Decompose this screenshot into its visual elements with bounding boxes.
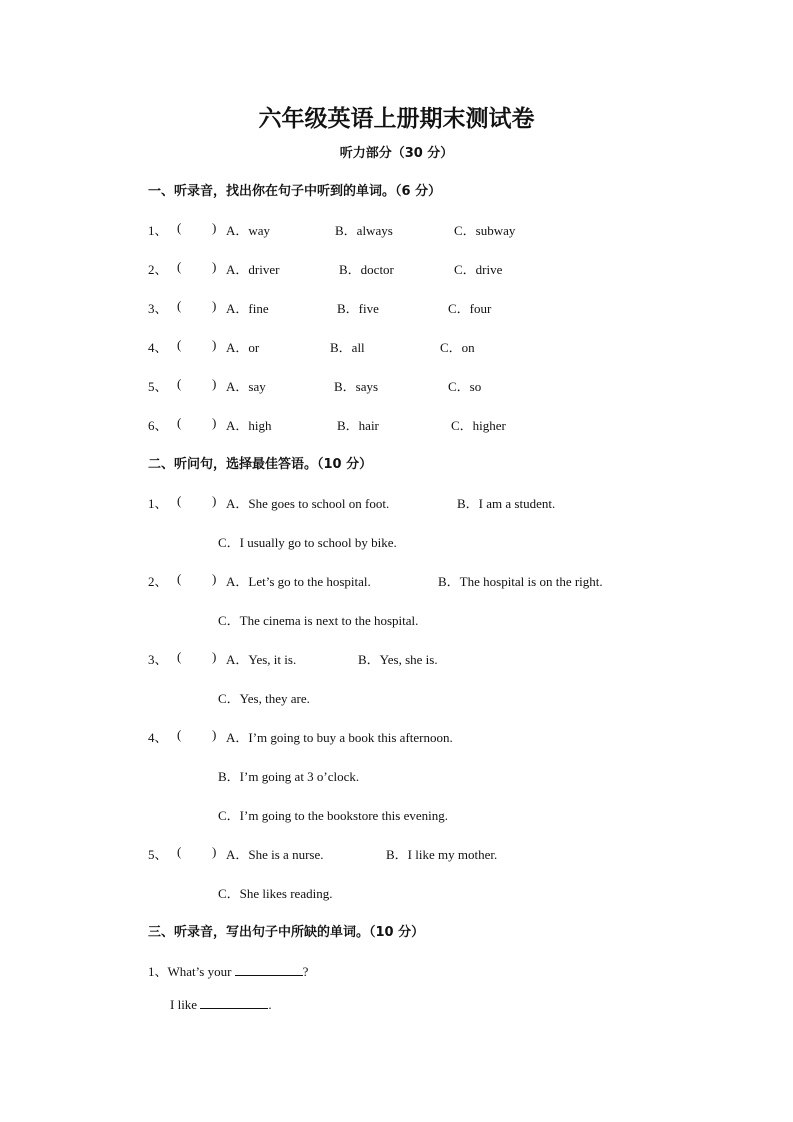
option-a: A．She goes to school on foot.: [226, 496, 390, 511]
question-number: 4、: [148, 340, 168, 355]
option-c: C．She likes reading.: [218, 886, 333, 901]
question-number: 1、: [148, 223, 168, 238]
sentence-suffix: .: [268, 997, 272, 1012]
answer-open-paren: (: [177, 571, 182, 586]
option-c: C．I’m going to the bookstore this evening.: [218, 808, 449, 823]
option-c: C．on: [440, 340, 475, 355]
answer-blank[interactable]: [200, 997, 268, 1009]
question-number: 3、: [148, 652, 168, 667]
page-subtitle: 听力部分（30 分）: [339, 146, 454, 161]
option-c: C．four: [448, 301, 492, 316]
answer-open-paren: (: [177, 220, 182, 235]
answer-open-paren: (: [177, 337, 182, 352]
sentence-prefix: What’s your: [167, 964, 232, 979]
option-c: C．so: [448, 379, 482, 394]
option-b: B．I am a student.: [457, 496, 556, 511]
question-number: 6、: [148, 418, 168, 433]
option-c: C．I usually go to school by bike.: [218, 535, 397, 550]
question-number: 4、: [148, 730, 168, 745]
option-b: B．I’m going at 3 o’clock.: [218, 769, 360, 784]
option-a: A．I’m going to buy a book this afternoon.: [226, 730, 453, 745]
section-1-heading: 一、听录音，找出你在句子中听到的单词。（6 分）: [148, 184, 442, 199]
answer-open-paren: (: [177, 844, 182, 859]
section-2-heading: 二、听问句，选择最佳答语。（10 分）: [148, 457, 373, 472]
answer-open-paren: (: [177, 649, 182, 664]
option-b: B．I like my mother.: [386, 847, 498, 862]
answer-open-paren: (: [177, 259, 182, 274]
question-number: 5、: [148, 847, 168, 862]
fill-in-line-1: [148, 961, 308, 980]
option-b: B．The hospital is on the right.: [438, 574, 603, 589]
option-a: A．She is a nurse.: [226, 847, 324, 862]
option-c: C．higher: [451, 418, 506, 433]
option-a: A．Let’s go to the hospital.: [226, 574, 371, 589]
answer-close-paren: ): [212, 727, 217, 742]
option-b: B．Yes, she is.: [358, 652, 438, 667]
option-b: B．always: [335, 223, 393, 238]
question-number: 2、: [148, 262, 168, 277]
option-b: B．all: [330, 340, 365, 355]
answer-close-paren: ): [212, 259, 217, 274]
answer-open-paren: (: [177, 415, 182, 430]
option-a: A．driver: [226, 262, 280, 277]
option-a: A．or: [226, 340, 260, 355]
answer-blank[interactable]: [235, 964, 303, 976]
option-b: B．doctor: [339, 262, 394, 277]
question-number: 3、: [148, 301, 168, 316]
question-number: 2、: [148, 574, 168, 589]
answer-close-paren: ): [212, 571, 217, 586]
answer-close-paren: ): [212, 844, 217, 859]
option-b: B．says: [334, 379, 379, 394]
fill-in-line-2: [170, 997, 272, 1013]
option-b: B．hair: [337, 418, 379, 433]
option-a: A．high: [226, 418, 272, 433]
page-title: 六年级英语上册期末测试卷: [258, 106, 535, 132]
answer-close-paren: ): [212, 376, 217, 391]
section-3-heading: 三、听录音，写出句子中所缺的单词。（10 分）: [148, 925, 425, 940]
answer-open-paren: (: [177, 493, 182, 508]
option-a: A．Yes, it is.: [226, 652, 297, 667]
option-a: A．way: [226, 223, 271, 238]
question-number: 1、: [148, 964, 168, 979]
answer-open-paren: (: [177, 298, 182, 313]
answer-close-paren: ): [212, 649, 217, 664]
sentence-suffix: ?: [302, 964, 309, 979]
answer-close-paren: ): [212, 220, 217, 235]
option-c: C．The cinema is next to the hospital.: [218, 613, 419, 628]
answer-open-paren: (: [177, 727, 182, 742]
option-a: A．fine: [226, 301, 269, 316]
option-c: C．subway: [454, 223, 516, 238]
question-number: 5、: [148, 379, 168, 394]
sentence-prefix: I like: [170, 997, 198, 1012]
option-c: C．drive: [454, 262, 503, 277]
answer-open-paren: (: [177, 376, 182, 391]
option-c: C．Yes, they are.: [218, 691, 310, 706]
question-number: 1、: [148, 496, 168, 511]
option-a: A．say: [226, 379, 266, 394]
answer-close-paren: ): [212, 298, 217, 313]
option-b: B．five: [337, 301, 379, 316]
answer-close-paren: ): [212, 493, 217, 508]
answer-close-paren: ): [212, 337, 217, 352]
answer-close-paren: ): [212, 415, 217, 430]
